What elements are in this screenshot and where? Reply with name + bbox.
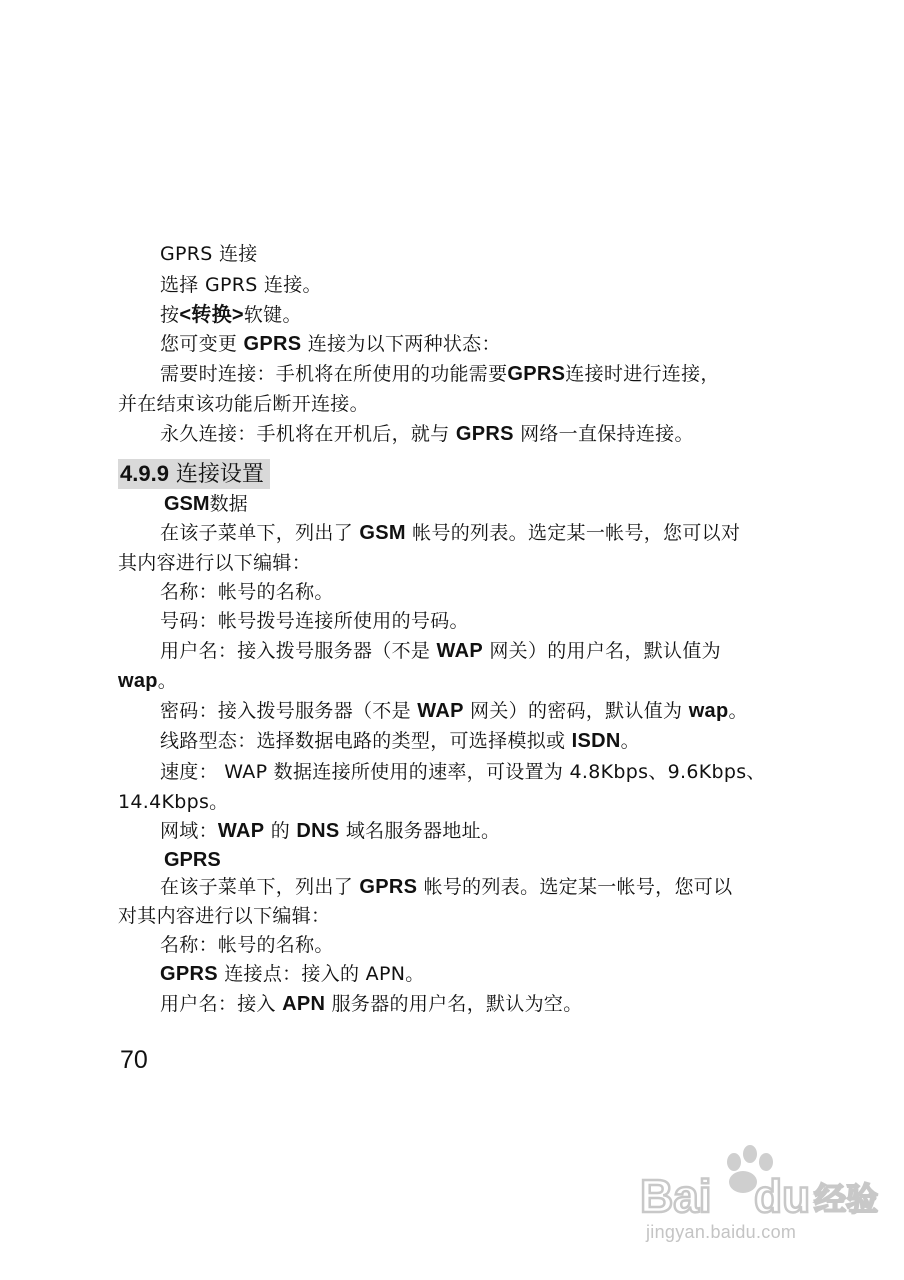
watermark-url: jingyan.baidu.com [646,1222,797,1242]
gprs-line-on-demand-cont: 并在结束该功能后断开连接。 [118,393,369,415]
svg-text:du: du [754,1170,811,1222]
gsm-speed: 速度： WAP 数据连接所使用的速率，可设置为 4.8Kbps、9.6Kbps、 [160,761,766,783]
svg-text:经验: 经验 [814,1180,879,1218]
gprs-line-states: 您可变更 GPRS 连接为以下两种状态： [160,333,501,355]
gprs-line-on-demand: 需要时连接：手机将在所使用的功能需要 GPRS 连接时进行连接， [160,363,720,385]
gsm-username: 用户名：接入拨号服务器（不是 WAP 网关）的用户名，默认值为 [160,640,721,662]
section-title: 连接设置 [168,462,264,487]
gprs-intro-line1: 在该子菜单下，列出了 GPRS 帐号的列表。选定某一帐号，您可以 [160,876,733,898]
gprs-line-select: 选择 GPRS 连接。 [160,274,322,296]
gprs-line-always-on: 永久连接：手机将在开机后，就与 GPRS 网络一直保持连接。 [160,423,694,445]
gsm-speed-cont: 14.4Kbps。 [118,791,229,813]
gprs-line-softkey: 按<转换>软键。 [160,304,302,326]
svg-text:Bai: Bai [640,1170,712,1222]
baidu-jingyan-watermark [636,1140,886,1260]
gsm-data-heading: GSM数据 [164,493,248,515]
gsm-line-type: 线路型态：选择数据电路的类型，可选择模拟或 ISDN。 [160,730,640,752]
gprs-name: 名称：帐号的名称。 [160,934,334,956]
gsm-number: 号码：帐号拨号连接所使用的号码。 [160,610,469,632]
baidu-logo-icon [636,1140,886,1230]
gsm-intro-line1: 在该子菜单下，列出了 GSM 帐号的列表。选定某一帐号，您可以对 [160,522,741,544]
gsm-domain: 网域：WAP 的 DNS 域名服务器地址。 [160,820,501,842]
section-heading [118,459,270,489]
gsm-intro-line2: 其内容进行以下编辑： [118,552,312,574]
page-number: 70 [120,1046,148,1074]
section-number: 4.9.9 [120,461,169,486]
gsm-name: 名称：帐号的名称。 [160,581,334,603]
gprs-heading: GPRS [164,849,221,871]
gprs-username: 用户名：接入 APN 服务器的用户名，默认为空。 [160,993,583,1015]
gsm-password: 密码：接入拨号服务器（不是 WAP 网关）的密码，默认值为 wap。 [160,700,748,722]
gprs-apn: GPRS 连接点：接入的 APN。 [160,963,425,985]
gsm-username-default: wap。 [118,670,178,692]
gprs-intro-line2: 对其内容进行以下编辑： [118,905,331,927]
gprs-connection-title: GPRS 连接 [160,243,258,265]
